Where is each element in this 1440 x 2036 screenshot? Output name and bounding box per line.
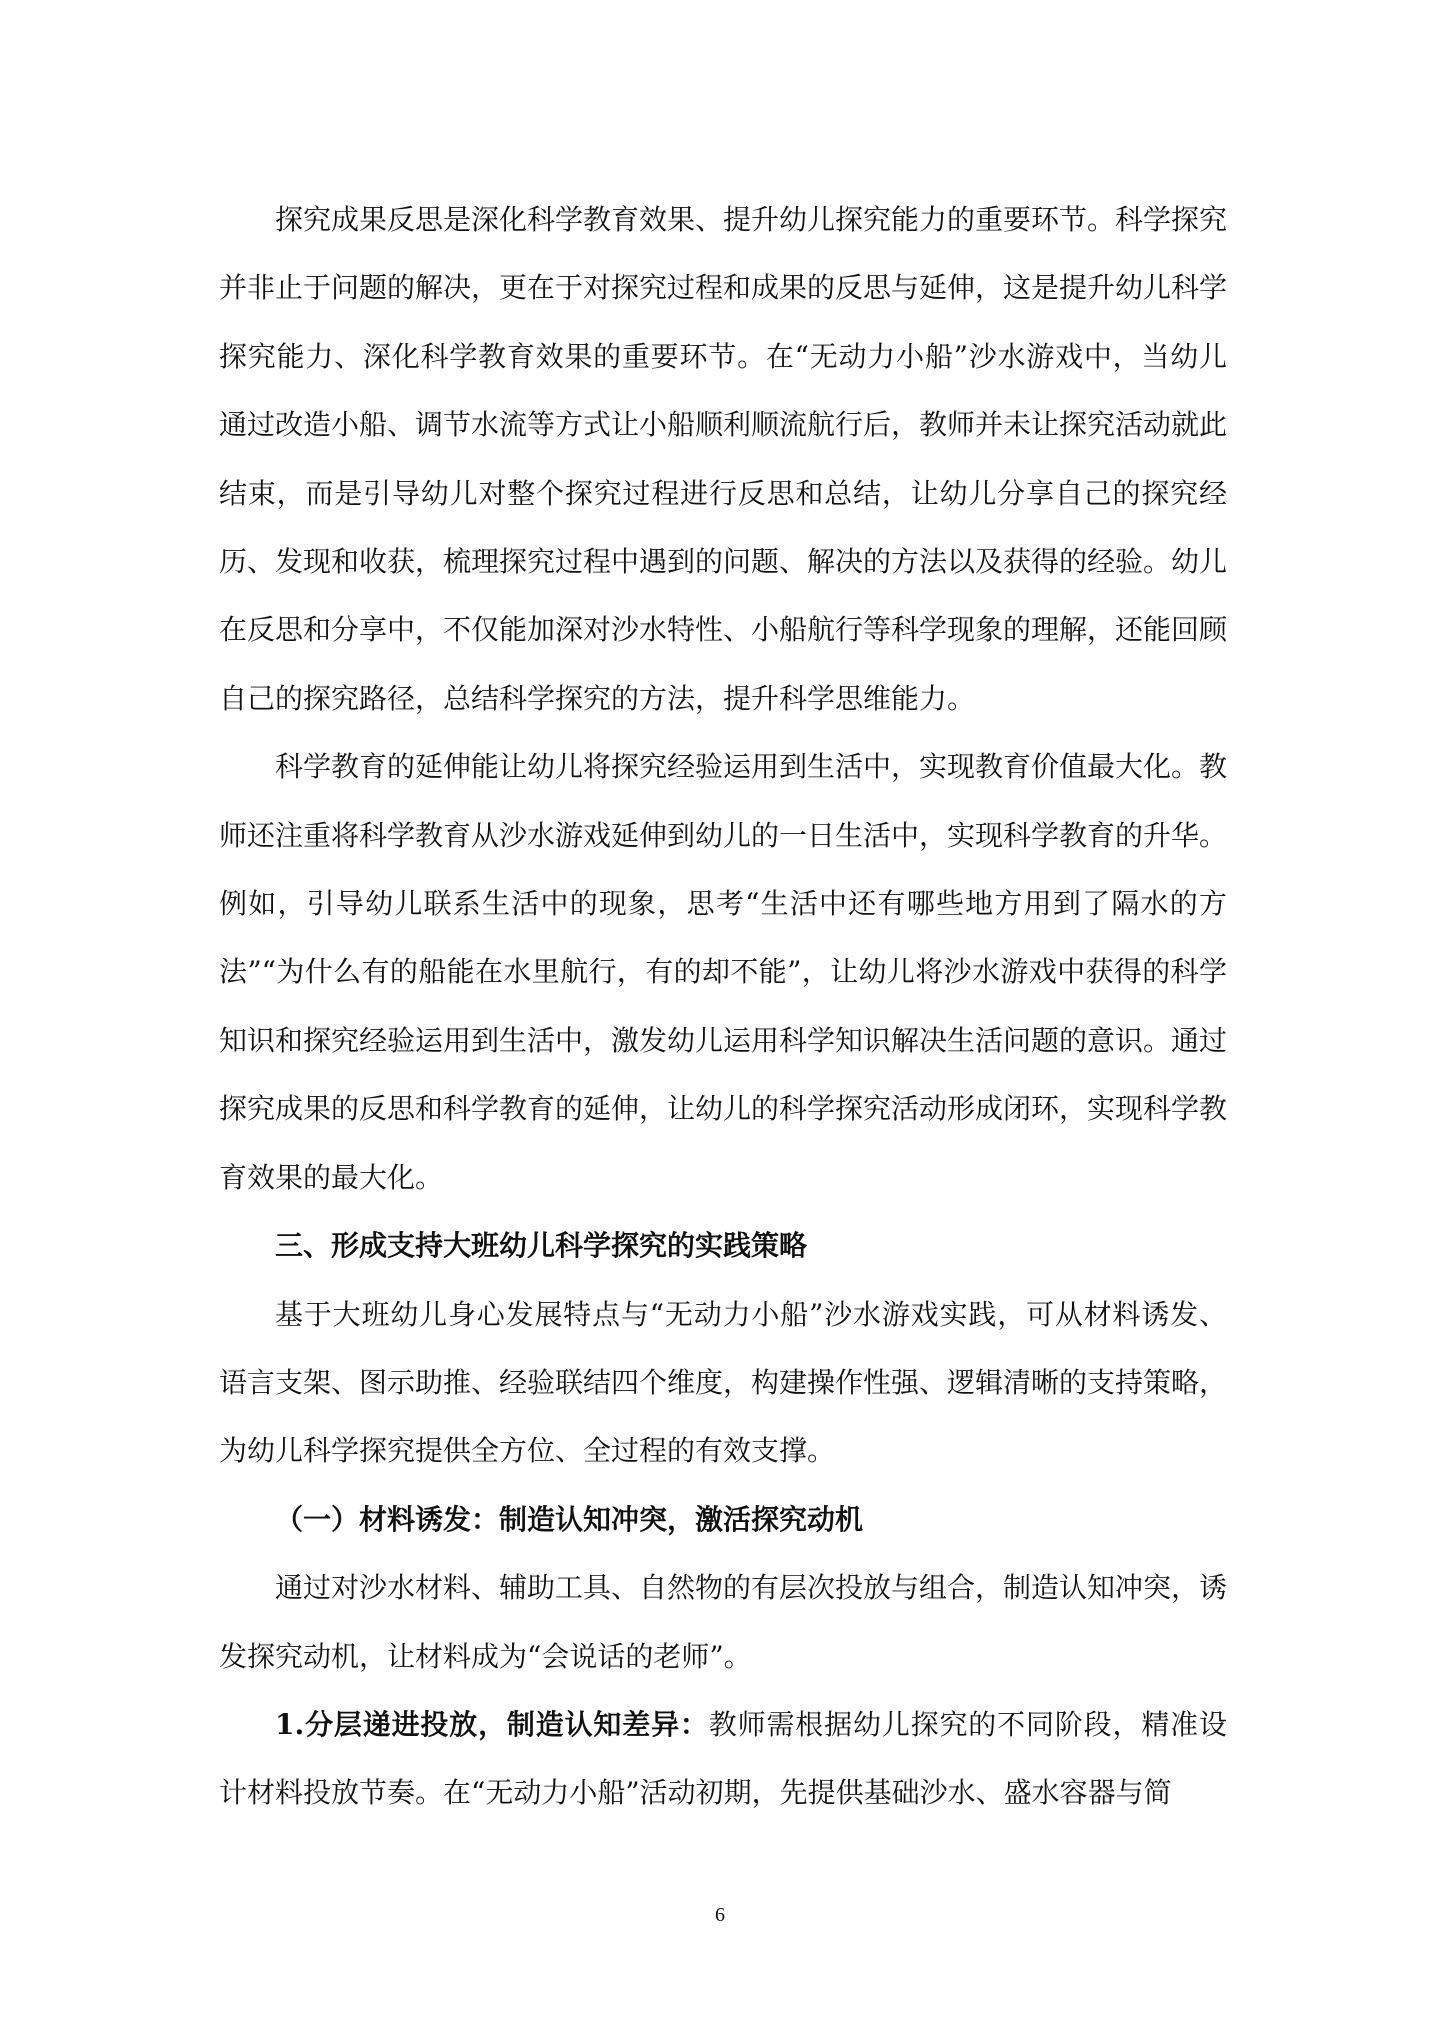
- paragraph-reflection: 探究成果反思是深化科学教育效果、提升幼儿探究能力的重要环节。科学探究并非止于问题的解决，更在于对探究过程和成果的反思与延伸，这是提升幼儿科学探究能力、深化科学教育效果的重要环节。在“无动力小船”沙水游戏中，当幼儿通过改造小船、调节水流等方式让小船顺利顺流航行后，教师并未让探究活动就此结束，而是引导幼儿对整个探究过程进行反思和总结，让幼儿分享自己的探究经历、发现和收获，梳理探究过程中遇到的问题、解决的方法以及获得的经验。幼儿在反思和分享中，不仅能加深对沙水特性、小船航行等科学现象的理解，还能回顾自己的探究路径，总结科学探究的方法，提升科学思维能力。: [219, 203, 1228, 715]
- subsection-heading-materials: （一）材料诱发：制造认知冲突，激活探究动机: [275, 1502, 864, 1536]
- document-body: [219, 186, 1227, 1828]
- paragraph-lead-text: 1.分层递进投放，制造认知差异：: [275, 1707, 709, 1741]
- paragraph-body-text: 教师需根据幼儿探究的不同阶段，精准设计材料投放节奏。在“无动力小船”活动初期，先提供基础沙水、盛水容器与简: [219, 1707, 1227, 1810]
- paragraph-materials-intro: 通过对沙水材料、辅助工具、自然物的有层次投放与组合，制造认知冲突，诱发探究动机，让材料成为“会说话的老师”。: [219, 1571, 1228, 1673]
- page-number: 6: [715, 1904, 725, 1926]
- section-heading-strategies: 三、形成支持大班幼儿科学探究的实践策略: [275, 1229, 808, 1263]
- paragraph-extension: 科学教育的延伸能让幼儿将探究经验运用到生活中，实现教育价值最大化。教师还注重将科学教育从沙水游戏延伸到幼儿的一日生活中，实现科学教育的升华。例如，引导幼儿联系生活中的现象，思考“生活中还有哪些地方用到了隔水的方法”“为什么有的船能在水里航行，有的却不能”，让幼儿将沙水游戏中获得的科学知识和探究经验运用到生活中，激发幼儿运用科学知识解决生活问题的意识。通过探究成果的反思和科学教育的延伸，让幼儿的科学探究活动形成闭环，实现科学教育效果的最大化。: [219, 750, 1228, 1194]
- paragraph-strategies-intro: 基于大班幼儿身心发展特点与“无动力小船”沙水游戏实践，可从材料诱发、语言支架、图示助推、经验联结四个维度，构建操作性强、逻辑清晰的支持策略，为幼儿科学探究提供全方位、全过程的有效支撑。: [219, 1297, 1228, 1468]
- paragraph-layered-placement: [219, 1691, 1227, 1828]
